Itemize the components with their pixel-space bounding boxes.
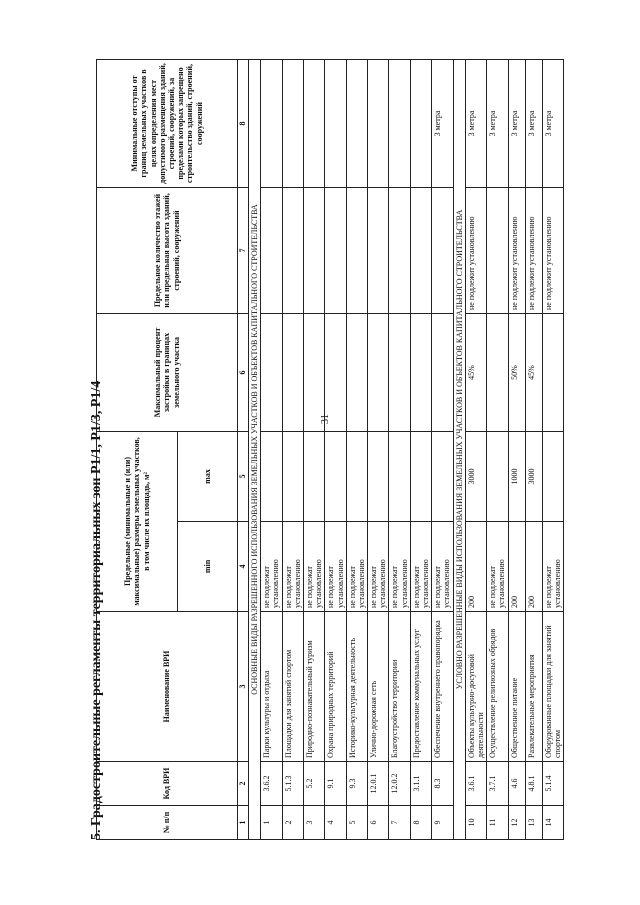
vri-name-cell: Объекты культурно-досуговой деятельности — [465, 612, 486, 762]
vri-name-cell: Площадки для занятий спортом — [282, 612, 303, 762]
row-number-cell: 4 — [325, 806, 346, 840]
vri-code-cell: 3.1.1 — [410, 762, 431, 806]
min-size-cell: не подлежат установлению — [542, 522, 563, 612]
table-row — [542, 60, 563, 840]
header-num: № п/п — [97, 806, 238, 840]
min-size-cell: не подлежат установлению — [282, 522, 303, 612]
floors-cell — [487, 188, 508, 314]
setback-cell — [389, 60, 410, 188]
min-size-cell: 200 — [508, 522, 525, 612]
build-percent-cell: 50% — [508, 314, 525, 432]
min-size-cell: не подлежат установлению — [303, 522, 324, 612]
build-percent-cell: 45% — [525, 314, 542, 432]
column-number: 2 — [238, 762, 249, 806]
setback-cell — [261, 60, 282, 188]
row-number-cell: 8 — [410, 806, 431, 840]
vri-code-cell: 3.6.1 — [465, 762, 486, 806]
vri-code-cell: 4.6 — [508, 762, 525, 806]
vri-name-cell: Природно-познавательный туризм — [303, 612, 324, 762]
vri-name-cell: Обеспечение внутреннего правопорядка — [432, 612, 453, 762]
header-percent: Максимальный процент застройки в границах земельного участка — [97, 314, 238, 432]
table-row — [487, 60, 508, 840]
header-max: max — [178, 432, 238, 522]
floors-cell: не подлежит установлению — [508, 188, 525, 314]
table-row — [261, 60, 282, 840]
row-number-cell: 5 — [346, 806, 367, 840]
floors-cell — [432, 188, 453, 314]
build-percent-cell — [346, 314, 367, 432]
vri-code-cell: 12.0.1 — [368, 762, 389, 806]
setback-cell — [282, 60, 303, 188]
header-sizes: Предельные (минимальные и (или) максимальные) размеры земельных участков, в том числе их площадь, м² — [97, 432, 178, 612]
row-number-cell: 2 — [282, 806, 303, 840]
setback-cell — [410, 60, 431, 188]
floors-cell — [410, 188, 431, 314]
column-number: 5 — [238, 432, 249, 522]
column-number-row — [238, 60, 249, 840]
column-number: 4 — [238, 522, 249, 612]
vri-name-cell: Общественное питание — [508, 612, 525, 762]
setback-cell — [303, 60, 324, 188]
vri-code-cell: 4.8.1 — [525, 762, 542, 806]
row-number-cell: 12 — [508, 806, 525, 840]
max-size-cell — [282, 432, 303, 522]
section-conditional-heading: УСЛОВНО РАЗРЕШЕННЫЕ ВИДЫ ИСПОЛЬЗОВАНИЯ ЗЕМЕЛЬНЫХ УЧАСТКОВ И ОБЪЕКТОВ КАПИТАЛЬНОГО СТРОИТЕЛЬСТВА — [453, 60, 465, 840]
vri-code-cell: 5.1.3 — [282, 762, 303, 806]
row-number-cell: 7 — [389, 806, 410, 840]
max-size-cell: 1000 — [508, 432, 525, 522]
build-percent-cell — [282, 314, 303, 432]
table-row — [325, 60, 346, 840]
vri-code-cell: 3.7.1 — [487, 762, 508, 806]
vri-name-cell: Благоустройство территории — [389, 612, 410, 762]
page-title: 5. Градостроительные регламенты территориальных зон Р1/1, Р1/3, Р1/4 — [89, 380, 104, 840]
build-percent-cell — [487, 314, 508, 432]
row-number-cell: 13 — [525, 806, 542, 840]
header-setback: Минимальные отступы от границ земельных участков в целях определения мест допустимого размещения зданий, строений, сооружений, за пределами которых запрещено строительство зданий, строений, сооружений — [97, 60, 238, 188]
table-row — [389, 60, 410, 840]
build-percent-cell: 45% — [465, 314, 486, 432]
floors-cell — [261, 188, 282, 314]
min-size-cell: не подлежат установлению — [261, 522, 282, 612]
page-number: 31 — [320, 414, 331, 424]
max-size-cell — [261, 432, 282, 522]
max-size-cell — [303, 432, 324, 522]
build-percent-cell — [389, 314, 410, 432]
floors-cell — [346, 188, 367, 314]
setback-cell: 3 метра — [432, 60, 453, 188]
table-row — [465, 60, 486, 840]
vri-name-cell: Развлекательные мероприятия — [525, 612, 542, 762]
header-min: min — [178, 522, 238, 612]
build-percent-cell — [542, 314, 563, 432]
max-size-cell — [542, 432, 563, 522]
floors-cell — [389, 188, 410, 314]
min-size-cell: не подлежат установлению — [410, 522, 431, 612]
build-percent-cell — [368, 314, 389, 432]
table-row — [346, 60, 367, 840]
setback-cell: 3 метра — [525, 60, 542, 188]
row-number-cell: 10 — [465, 806, 486, 840]
min-size-cell: не подлежат установлению — [346, 522, 367, 612]
vri-code-cell: 3.6.2 — [261, 762, 282, 806]
vri-name-cell: Предоставление коммунальных услуг — [410, 612, 431, 762]
table-row — [303, 60, 324, 840]
vri-code-cell: 5.1.4 — [542, 762, 563, 806]
row-number-cell: 14 — [542, 806, 563, 840]
header-code: Код ВРИ — [97, 762, 238, 806]
vri-name-cell: Охрана природных территорий — [325, 612, 346, 762]
build-percent-cell — [410, 314, 431, 432]
setback-cell: 3 метра — [465, 60, 486, 188]
vri-name-cell: Парки культуры и отдыха — [261, 612, 282, 762]
floors-cell: не подлежит установлению — [542, 188, 563, 314]
floors-cell — [325, 188, 346, 314]
setback-cell — [368, 60, 389, 188]
setback-cell: 3 метра — [542, 60, 563, 188]
max-size-cell: 3000 — [525, 432, 542, 522]
row-number-cell: 9 — [432, 806, 453, 840]
min-size-cell: не подлежат установлению — [487, 522, 508, 612]
build-percent-cell — [261, 314, 282, 432]
table-row — [508, 60, 525, 840]
vri-code-cell: 5.2 — [303, 762, 324, 806]
vri-code-cell: 12.0.2 — [389, 762, 410, 806]
vri-code-cell: 8.3 — [432, 762, 453, 806]
setback-cell: 3 метра — [487, 60, 508, 188]
column-number: 3 — [238, 612, 249, 762]
table-row — [282, 60, 303, 840]
setback-cell — [325, 60, 346, 188]
row-number-cell: 3 — [303, 806, 324, 840]
table-row — [432, 60, 453, 840]
max-size-cell — [432, 432, 453, 522]
min-size-cell: 200 — [525, 522, 542, 612]
header-name: Наименование ВРИ — [97, 612, 238, 762]
header-floors: Предельное количество этажей или предельная высота зданий, строений, сооружений — [97, 188, 238, 314]
max-size-cell — [368, 432, 389, 522]
floors-cell — [282, 188, 303, 314]
min-size-cell: не подлежат установлению — [389, 522, 410, 612]
floors-cell — [303, 188, 324, 314]
vri-name-cell: Оборудованные площадки для занятий спортом — [542, 612, 563, 762]
row-number-cell: 1 — [261, 806, 282, 840]
vri-name-cell: Улично-дорожная сеть — [368, 612, 389, 762]
table-body — [249, 60, 564, 840]
max-size-cell: 3000 — [465, 432, 486, 522]
vri-code-cell: 9.3 — [346, 762, 367, 806]
max-size-cell — [487, 432, 508, 522]
table-row — [368, 60, 389, 840]
section-conditional-row — [453, 60, 465, 840]
max-size-cell — [389, 432, 410, 522]
min-size-cell: не подлежат установлению — [325, 522, 346, 612]
column-number: 6 — [238, 314, 249, 432]
max-size-cell — [410, 432, 431, 522]
floors-cell: не подлежит установлению — [465, 188, 486, 314]
column-number: 8 — [238, 60, 249, 188]
setback-cell — [346, 60, 367, 188]
section-main-row — [249, 60, 261, 840]
section-main-heading: ОСНОВНЫЕ ВИДЫ РАЗРЕШЕННОГО ИСПОЛЬЗОВАНИЯ ЗЕМЕЛЬНЫХ УЧАСТКОВ И ОБЪЕКТОВ КАПИТАЛЬНОГО СТРОИТЕЛЬСТВА — [249, 60, 261, 840]
floors-cell — [368, 188, 389, 314]
min-size-cell: не подлежат установлению — [432, 522, 453, 612]
table-row — [525, 60, 542, 840]
setback-cell: 3 метра — [508, 60, 525, 188]
vri-name-cell: Осуществление религиозных обрядов — [487, 612, 508, 762]
column-number: 1 — [238, 806, 249, 840]
min-size-cell: не подлежат установлению — [368, 522, 389, 612]
vri-name-cell: Историко-культурная деятельность — [346, 612, 367, 762]
column-number: 7 — [238, 188, 249, 314]
min-size-cell: 200 — [465, 522, 486, 612]
regulations-table — [96, 59, 564, 840]
row-number-cell: 11 — [487, 806, 508, 840]
row-number-cell: 6 — [368, 806, 389, 840]
max-size-cell — [346, 432, 367, 522]
regulations-table-wrapper — [96, 60, 564, 840]
table-header — [97, 60, 249, 840]
build-percent-cell — [325, 314, 346, 432]
floors-cell: не подлежит установлению — [525, 188, 542, 314]
build-percent-cell — [432, 314, 453, 432]
max-size-cell — [325, 432, 346, 522]
build-percent-cell — [303, 314, 324, 432]
table-row — [410, 60, 431, 840]
vri-code-cell: 9.1 — [325, 762, 346, 806]
